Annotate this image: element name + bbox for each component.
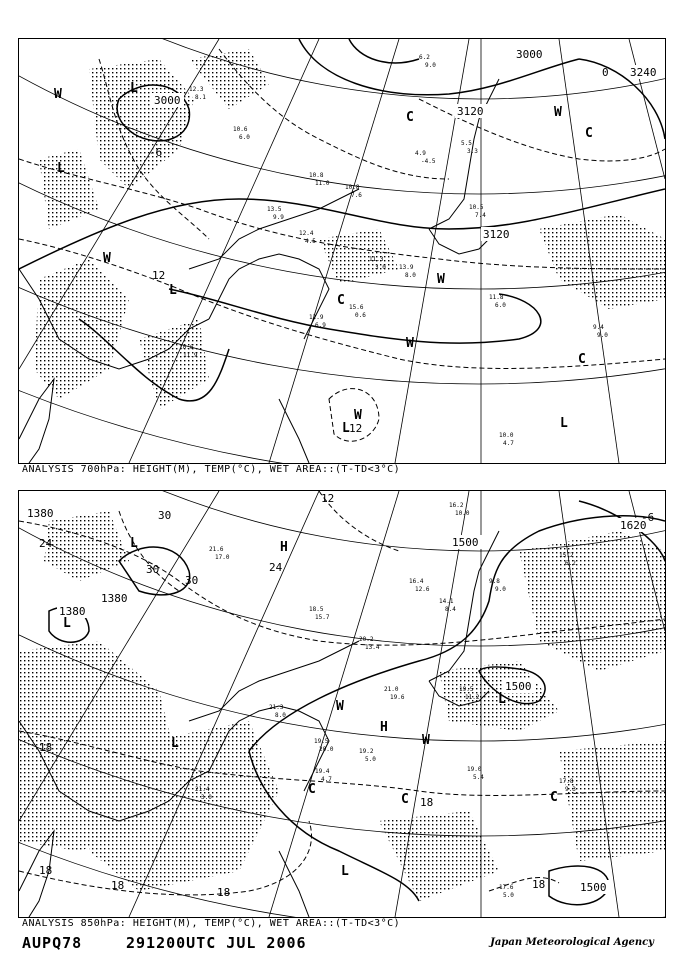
svg-text:13.9: 13.9 [399, 264, 414, 271]
svg-text:6.0: 6.0 [495, 302, 506, 309]
svg-text:14.1: 14.1 [439, 598, 454, 605]
height-contour-label: 1380 [101, 592, 128, 605]
svg-text:11.3: 11.3 [369, 256, 384, 263]
svg-text:10.0: 10.0 [499, 432, 514, 439]
isotherm-label: -6 [641, 511, 655, 524]
pressure-center-label: C [585, 126, 593, 141]
height-contour-label: 3120 [483, 228, 510, 241]
pressure-center-label: L [169, 283, 177, 298]
svg-text:19.5: 19.5 [459, 686, 474, 693]
height-contour-label: 1500 [580, 881, 607, 894]
svg-text:19.6: 19.6 [390, 694, 405, 701]
svg-text:15.7: 15.7 [315, 614, 330, 621]
svg-text:21.4: 21.4 [195, 786, 210, 793]
chart-identifier: AUPQ78 [22, 934, 83, 952]
pressure-center-label: L [57, 161, 65, 176]
isotherm-label: 18 [39, 864, 53, 877]
isotherm-label: 30 [158, 509, 172, 522]
caption-700hpa: ANALYSIS 700hPa: HEIGHT(M), TEMP(°C), WET AREA::(T-TD<3°C) [22, 464, 401, 475]
svg-text:13.4: 13.4 [365, 644, 380, 651]
svg-text:-4.5: -4.5 [421, 158, 436, 165]
svg-text:6.0: 6.0 [239, 134, 250, 141]
svg-text:9.4: 9.4 [593, 324, 604, 331]
svg-text:8.4: 8.4 [445, 606, 456, 613]
svg-text:11.9: 11.9 [183, 352, 198, 359]
svg-text:5.0: 5.0 [503, 892, 514, 899]
pressure-center-label: L [342, 421, 350, 436]
svg-text:4.7: 4.7 [321, 776, 332, 783]
svg-text:9.9: 9.9 [273, 214, 284, 221]
svg-text:17.8: 17.8 [559, 778, 574, 785]
svg-text:5.4: 5.4 [473, 774, 484, 781]
isotherm-label: 24 [269, 561, 283, 574]
height-contour-label: 3120 [457, 105, 484, 118]
svg-text:9.0: 9.0 [425, 62, 436, 69]
svg-text:19.0: 19.0 [467, 766, 482, 773]
svg-text:15.2: 15.2 [559, 552, 574, 559]
svg-text:16.4: 16.4 [409, 578, 424, 585]
svg-text:8.0: 8.0 [405, 272, 416, 279]
isotherm-label: 30 [185, 574, 199, 587]
map-panel-850hpa [18, 490, 666, 918]
pressure-center-label: H [280, 540, 288, 555]
height-contour-label: 1380 [27, 507, 54, 520]
svg-text:20.0: 20.0 [319, 746, 334, 753]
pressure-center-label: L [341, 864, 349, 879]
height-contour-label: 3000 [516, 48, 543, 61]
svg-text:5.5: 5.5 [461, 140, 472, 147]
map-700hpa-canvas [19, 39, 665, 463]
svg-text:21.0: 21.0 [384, 686, 399, 693]
svg-text:5.0: 5.0 [365, 756, 376, 763]
map-panel-700hpa [18, 38, 666, 464]
pressure-center-label: W [354, 408, 362, 423]
svg-text:19.4: 19.4 [315, 768, 330, 775]
svg-text:9.0: 9.0 [495, 586, 506, 593]
svg-text:8.0: 8.0 [275, 712, 286, 719]
isotherm-label: 12 [152, 269, 166, 282]
height-contour-label: 1500 [505, 680, 532, 693]
isotherm-label: 12 [349, 422, 363, 435]
svg-text:10.6: 10.6 [233, 126, 248, 133]
pressure-center-label: W [554, 105, 562, 120]
svg-text:4.9: 4.9 [415, 150, 426, 157]
svg-text:10.6: 10.6 [179, 344, 194, 351]
isotherm-label: -6 [149, 146, 163, 159]
pressure-center-label: W [336, 699, 344, 714]
station-plots [179, 54, 608, 447]
pressure-center-label: L [63, 616, 71, 631]
isotherm-label: 18 [111, 879, 125, 892]
isotherm-label: 30 [146, 563, 160, 576]
pressure-center-label: L [130, 536, 138, 551]
svg-text:10.8: 10.8 [309, 172, 324, 179]
svg-text:21.6: 21.6 [209, 546, 224, 553]
svg-text:11.8: 11.8 [489, 294, 504, 301]
svg-text:11.0: 11.0 [315, 180, 330, 187]
isotherm-label: 0 [602, 66, 609, 79]
svg-text:17.0: 17.0 [215, 554, 230, 561]
svg-text:19.2: 19.2 [359, 748, 374, 755]
height-contour-label: 3000 [154, 94, 181, 107]
pressure-center-label: H [380, 720, 388, 735]
height-contour-label: 3240 [630, 66, 657, 79]
pressure-center-label: L [171, 736, 179, 751]
svg-text:6.2: 6.2 [565, 560, 576, 567]
svg-text:12.9: 12.9 [309, 314, 324, 321]
pressure-center-label: L [498, 692, 506, 707]
caption-850hpa: ANALYSIS 850hPa: HEIGHT(M), TEMP(°C), WET AREA::(T-TD<3°C) [22, 918, 401, 929]
pressure-center-label: W [54, 87, 62, 102]
pressure-center-label: W [406, 336, 414, 351]
svg-text:7.6: 7.6 [351, 192, 362, 199]
svg-text:11.2: 11.2 [465, 694, 480, 701]
svg-text:20.2: 20.2 [359, 636, 374, 643]
svg-text:13.5: 13.5 [267, 206, 282, 213]
svg-text:9.3: 9.3 [565, 786, 576, 793]
svg-text:9.8: 9.8 [489, 578, 500, 585]
valid-time: 291200UTC JUL 2006 [126, 934, 307, 952]
svg-text:6.9: 6.9 [315, 322, 326, 329]
pressure-center-label: C [550, 790, 558, 805]
isotherm-label: 18 [39, 741, 53, 754]
svg-text:6.2: 6.2 [419, 54, 430, 61]
svg-text:10.5: 10.5 [469, 204, 484, 211]
isotherm-label: 18 [532, 878, 546, 891]
isotherm-label: 18 [217, 886, 231, 899]
svg-text:17.6: 17.6 [499, 884, 514, 891]
isotherm-label: 24 [39, 537, 53, 550]
pressure-center-label: C [578, 352, 586, 367]
svg-text:0.6: 0.6 [355, 312, 366, 319]
svg-text:4.5: 4.5 [305, 238, 316, 245]
svg-text:15.6: 15.6 [349, 304, 364, 311]
svg-text:4.7: 4.7 [503, 440, 514, 447]
svg-text:8.1: 8.1 [195, 94, 206, 101]
svg-text:19.5: 19.5 [314, 738, 329, 745]
pressure-center-label: C [406, 110, 414, 125]
pressure-center-label: L [130, 81, 138, 96]
pressure-center-label: W [422, 733, 430, 748]
svg-text:9.0: 9.0 [597, 332, 608, 339]
svg-text:3.3: 3.3 [467, 148, 478, 155]
svg-text:3.0: 3.0 [375, 264, 386, 271]
map-850hpa-canvas [19, 491, 665, 917]
pressure-center-label: C [401, 792, 409, 807]
pressure-center-label: L [560, 416, 568, 431]
svg-text:10.8: 10.8 [345, 184, 360, 191]
svg-text:7.4: 7.4 [475, 212, 486, 219]
pressure-center-label: C [337, 293, 345, 308]
svg-text:3.0: 3.0 [201, 794, 212, 801]
svg-text:12.4: 12.4 [299, 230, 314, 237]
height-contour-label: 1620 [620, 519, 647, 532]
isotherm-label: 18 [420, 796, 434, 809]
height-contour-label: 1380 [59, 605, 86, 618]
svg-text:21.3: 21.3 [269, 704, 284, 711]
svg-text:12.6: 12.6 [415, 586, 430, 593]
pressure-center-label: W [103, 251, 111, 266]
isotherm-label: 12 [321, 492, 335, 505]
height-contour-label: 1500 [452, 536, 479, 549]
svg-text:12.3: 12.3 [189, 86, 204, 93]
svg-text:10.0: 10.0 [455, 510, 470, 517]
svg-text:18.5: 18.5 [309, 606, 324, 613]
pressure-center-label: C [308, 782, 316, 797]
pressure-center-label: W [437, 272, 445, 287]
agency-credit: Japan Meteorological Agency [490, 937, 654, 948]
svg-text:16.2: 16.2 [449, 502, 464, 509]
